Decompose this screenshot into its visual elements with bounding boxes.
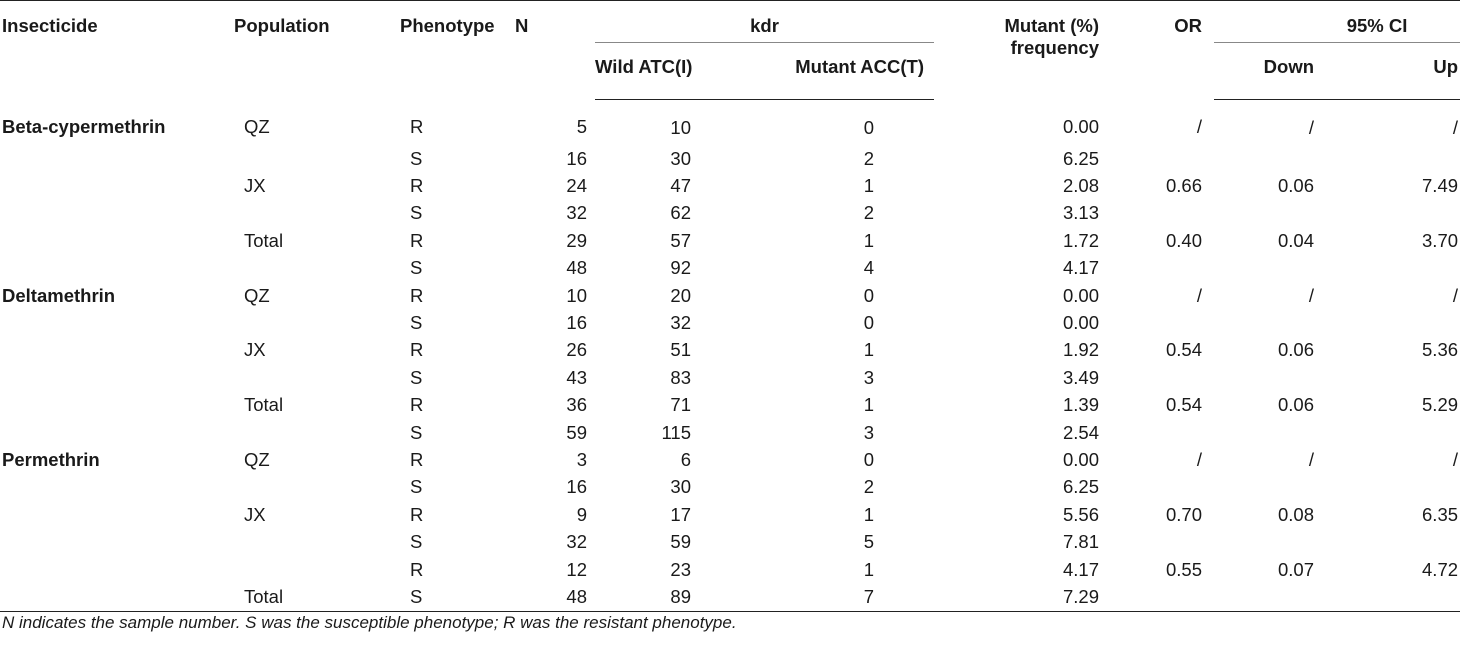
table-row bbox=[0, 556, 1460, 583]
cell-wild: 20 bbox=[670, 284, 691, 306]
cell-insecticide bbox=[0, 309, 232, 336]
cell-population: QZ bbox=[244, 116, 270, 138]
cell-or: 0.55 bbox=[1166, 558, 1203, 580]
cell-mutant: 2 bbox=[863, 476, 875, 498]
cell-ci-up: 3.70 bbox=[1422, 229, 1459, 251]
table-row bbox=[0, 337, 1460, 364]
table-row bbox=[0, 282, 1460, 309]
cell-ci-down bbox=[1214, 255, 1344, 282]
cell-insecticide: Deltamethrin bbox=[2, 284, 116, 306]
cell-ci-down: 0.07 bbox=[1278, 558, 1315, 580]
cell-phenotype: S bbox=[410, 476, 423, 498]
cell-ci-down bbox=[1214, 364, 1344, 391]
cell-population: QZ bbox=[244, 284, 270, 306]
cell-insecticide bbox=[0, 337, 232, 364]
table-row bbox=[0, 227, 1460, 254]
cell-wild: 115 bbox=[661, 421, 691, 443]
cell-insecticide bbox=[0, 172, 232, 199]
cell-population bbox=[232, 309, 398, 336]
cell-population: Total bbox=[244, 229, 284, 251]
cell-insecticide bbox=[0, 419, 232, 446]
cell-ci-up bbox=[1344, 145, 1460, 172]
cell-insecticide: Permethrin bbox=[2, 448, 100, 470]
cell-wild: 17 bbox=[670, 503, 691, 525]
cell-or bbox=[1107, 419, 1214, 446]
cell-mutant: 7 bbox=[759, 583, 934, 611]
cell-insecticide bbox=[0, 583, 232, 611]
cell-n: 32 bbox=[566, 202, 587, 224]
cell-mutant: 0 bbox=[863, 116, 875, 138]
cell-population: JX bbox=[244, 339, 266, 361]
table-row bbox=[0, 172, 1460, 199]
cell-ci-down: / bbox=[1308, 116, 1315, 138]
cell-population bbox=[232, 528, 398, 555]
cell-ci-up bbox=[1344, 200, 1460, 227]
header-mutant-frequency-line1: Mutant (%) bbox=[1004, 15, 1100, 36]
cell-wild: 32 bbox=[670, 312, 691, 334]
cell-or: 0.40 bbox=[1166, 229, 1203, 251]
cell-mutant: 4 bbox=[863, 257, 875, 279]
cell-or: / bbox=[1196, 284, 1203, 306]
cell-or bbox=[1107, 528, 1214, 555]
cell-mutant-frequency: 2.54 bbox=[1063, 421, 1100, 443]
table-row bbox=[0, 419, 1460, 446]
header-n: N bbox=[515, 1, 595, 100]
cell-phenotype: R bbox=[410, 394, 424, 416]
cell-phenotype: R bbox=[410, 284, 424, 306]
cell-ci-down: 0.06 bbox=[1278, 339, 1315, 361]
cell-or: 0.54 bbox=[1166, 394, 1203, 416]
cell-phenotype: S bbox=[398, 583, 515, 611]
table-row bbox=[0, 309, 1460, 336]
cell-ci-down: 0.04 bbox=[1278, 229, 1315, 251]
cell-or: / bbox=[1196, 448, 1203, 470]
cell-n: 12 bbox=[566, 558, 587, 580]
cell-ci-up bbox=[1344, 255, 1460, 282]
table-row bbox=[0, 100, 1460, 146]
cell-wild: 10 bbox=[670, 116, 691, 138]
cell-mutant-frequency: 7.29 bbox=[934, 583, 1107, 611]
cell-mutant-frequency: 2.08 bbox=[1063, 175, 1100, 197]
cell-ci-down bbox=[1214, 528, 1344, 555]
cell-wild: 59 bbox=[670, 531, 691, 553]
cell-mutant-frequency: 5.56 bbox=[1063, 503, 1100, 525]
cell-mutant-frequency: 3.13 bbox=[1063, 202, 1100, 224]
cell-wild: 83 bbox=[670, 366, 691, 388]
cell-wild: 71 bbox=[670, 394, 691, 416]
cell-wild: 30 bbox=[670, 476, 691, 498]
table-row bbox=[0, 145, 1460, 172]
cell-population: QZ bbox=[244, 448, 270, 470]
cell-mutant-frequency: 1.72 bbox=[1063, 229, 1100, 251]
cell-population: Total bbox=[232, 583, 398, 611]
cell-mutant-frequency: 6.25 bbox=[1063, 476, 1100, 498]
cell-mutant-frequency: 0.00 bbox=[1063, 312, 1100, 334]
cell-mutant: 5 bbox=[863, 531, 875, 553]
cell-mutant-frequency: 3.49 bbox=[1063, 366, 1100, 388]
cell-wild: 23 bbox=[670, 558, 691, 580]
cell-mutant: 1 bbox=[863, 394, 875, 416]
cell-insecticide bbox=[0, 200, 232, 227]
cell-wild: 6 bbox=[680, 448, 691, 470]
table-row bbox=[0, 200, 1460, 227]
cell-population bbox=[232, 474, 398, 501]
cell-n: 48 bbox=[566, 257, 587, 279]
cell-mutant: 3 bbox=[863, 366, 875, 388]
cell-wild: 57 bbox=[670, 229, 691, 251]
cell-or: 0.70 bbox=[1166, 503, 1203, 525]
table-row bbox=[0, 583, 1460, 611]
cell-phenotype: R bbox=[410, 116, 424, 138]
cell-n: 9 bbox=[576, 503, 587, 525]
cell-ci-up: 7.49 bbox=[1422, 175, 1459, 197]
header-population: Population bbox=[232, 1, 398, 100]
cell-ci-up: / bbox=[1452, 284, 1459, 306]
cell-ci-down bbox=[1214, 419, 1344, 446]
header-mutant: Mutant ACC(T) bbox=[759, 43, 934, 100]
header-insecticide: Insecticide bbox=[0, 1, 232, 100]
cell-ci-down: 0.08 bbox=[1278, 503, 1315, 525]
table-row bbox=[0, 474, 1460, 501]
cell-mutant-frequency: 0.00 bbox=[1063, 448, 1100, 470]
cell-ci-up: 5.36 bbox=[1422, 339, 1459, 361]
table-row bbox=[0, 255, 1460, 282]
cell-n: 59 bbox=[566, 421, 587, 443]
header-kdr bbox=[595, 1, 934, 43]
cell-insecticide bbox=[0, 145, 232, 172]
cell-ci-up bbox=[1344, 583, 1460, 611]
cell-ci-up bbox=[1344, 474, 1460, 501]
cell-mutant: 0 bbox=[863, 284, 875, 306]
cell-phenotype: R bbox=[410, 558, 424, 580]
header-mutant-frequency bbox=[934, 1, 1107, 100]
cell-or bbox=[1107, 309, 1214, 336]
cell-phenotype: R bbox=[410, 339, 424, 361]
header-ci bbox=[1214, 1, 1460, 43]
cell-phenotype: R bbox=[410, 229, 424, 251]
cell-n: 48 bbox=[515, 583, 595, 611]
cell-phenotype: S bbox=[410, 312, 423, 334]
cell-phenotype: S bbox=[410, 421, 423, 443]
cell-or bbox=[1107, 145, 1214, 172]
cell-n: 26 bbox=[566, 339, 587, 361]
cell-insecticide bbox=[0, 528, 232, 555]
cell-ci-down bbox=[1214, 200, 1344, 227]
cell-mutant-frequency: 6.25 bbox=[1063, 147, 1100, 169]
cell-mutant: 0 bbox=[863, 448, 875, 470]
header-phenotype: Phenotype bbox=[398, 1, 515, 100]
header-or: OR bbox=[1107, 1, 1214, 100]
cell-population: Total bbox=[244, 394, 284, 416]
cell-ci-up bbox=[1344, 528, 1460, 555]
cell-ci-down: 0.06 bbox=[1278, 175, 1315, 197]
cell-insecticide bbox=[0, 392, 232, 419]
table-row bbox=[0, 528, 1460, 555]
table-row bbox=[0, 446, 1460, 473]
cell-wild: 47 bbox=[670, 175, 691, 197]
cell-phenotype: S bbox=[410, 257, 423, 279]
cell-mutant-frequency: 4.17 bbox=[1063, 558, 1100, 580]
cell-or: 0.66 bbox=[1166, 175, 1203, 197]
header-ci-label: 95% CI bbox=[1346, 15, 1408, 36]
cell-mutant: 2 bbox=[863, 202, 875, 224]
table-row bbox=[0, 392, 1460, 419]
cell-mutant: 1 bbox=[863, 339, 875, 361]
cell-ci-down bbox=[1214, 309, 1344, 336]
cell-mutant: 2 bbox=[863, 147, 875, 169]
cell-or: 0.54 bbox=[1166, 339, 1203, 361]
cell-population bbox=[232, 145, 398, 172]
table-row bbox=[0, 364, 1460, 391]
cell-mutant: 3 bbox=[863, 421, 875, 443]
cell-n: 43 bbox=[566, 366, 587, 388]
cell-mutant: 1 bbox=[863, 175, 875, 197]
table-body bbox=[0, 100, 1460, 612]
header-kdr-label: kdr bbox=[750, 15, 779, 36]
cell-ci-down: / bbox=[1308, 284, 1315, 306]
cell-or bbox=[1107, 364, 1214, 391]
cell-mutant-frequency: 0.00 bbox=[1063, 284, 1100, 306]
cell-population: JX bbox=[244, 175, 266, 197]
cell-mutant: 1 bbox=[863, 503, 875, 525]
cell-population bbox=[232, 556, 398, 583]
cell-mutant: 0 bbox=[863, 312, 875, 334]
cell-phenotype: S bbox=[410, 202, 423, 224]
cell-n: 32 bbox=[566, 531, 587, 553]
cell-ci-down bbox=[1214, 583, 1344, 611]
table-footnote: N indicates the sample number. S was the susceptible phenotype; R was the resistant phenotype. bbox=[2, 613, 737, 632]
cell-ci-up bbox=[1344, 364, 1460, 391]
cell-ci-up: / bbox=[1452, 116, 1459, 138]
cell-ci-up: / bbox=[1452, 448, 1459, 470]
cell-n: 16 bbox=[566, 147, 587, 169]
cell-or bbox=[1107, 583, 1214, 611]
cell-ci-up: 6.35 bbox=[1422, 503, 1459, 525]
cell-ci-down: / bbox=[1308, 448, 1315, 470]
cell-n: 24 bbox=[566, 175, 587, 197]
cell-wild: 92 bbox=[670, 257, 691, 279]
cell-insecticide bbox=[0, 227, 232, 254]
cell-mutant-frequency: 1.92 bbox=[1063, 339, 1100, 361]
header-down: Down bbox=[1214, 43, 1344, 100]
header-wild: Wild ATC(I) bbox=[595, 43, 759, 100]
cell-population bbox=[232, 419, 398, 446]
cell-wild: 62 bbox=[670, 202, 691, 224]
cell-population bbox=[232, 200, 398, 227]
cell-n: 3 bbox=[576, 448, 587, 470]
cell-n: 16 bbox=[566, 312, 587, 334]
cell-population bbox=[232, 364, 398, 391]
cell-mutant: 1 bbox=[863, 229, 875, 251]
cell-or bbox=[1107, 474, 1214, 501]
cell-ci-down bbox=[1214, 474, 1344, 501]
cell-n: 29 bbox=[566, 229, 587, 251]
cell-or bbox=[1107, 255, 1214, 282]
cell-mutant-frequency: 7.81 bbox=[1063, 531, 1100, 553]
cell-n: 36 bbox=[566, 394, 587, 416]
cell-ci-down: 0.06 bbox=[1278, 394, 1315, 416]
cell-phenotype: R bbox=[410, 503, 424, 525]
cell-insecticide bbox=[0, 474, 232, 501]
cell-or bbox=[1107, 200, 1214, 227]
cell-phenotype: S bbox=[410, 366, 423, 388]
cell-n: 10 bbox=[566, 284, 587, 306]
cell-insecticide bbox=[0, 556, 232, 583]
cell-mutant-frequency: 0.00 bbox=[1063, 116, 1100, 138]
cell-phenotype: S bbox=[410, 531, 423, 553]
cell-phenotype: S bbox=[410, 147, 423, 169]
cell-phenotype: R bbox=[410, 448, 424, 470]
cell-population bbox=[232, 255, 398, 282]
cell-insecticide: Beta-cypermethrin bbox=[2, 116, 166, 138]
cell-ci-up bbox=[1344, 309, 1460, 336]
cell-wild: 51 bbox=[670, 339, 691, 361]
cell-mutant: 1 bbox=[863, 558, 875, 580]
cell-insecticide bbox=[0, 501, 232, 528]
cell-ci-up: 5.29 bbox=[1422, 394, 1459, 416]
cell-n: 5 bbox=[576, 116, 587, 138]
header-mutant-frequency-line2: frequency bbox=[1010, 37, 1100, 58]
table-row bbox=[0, 501, 1460, 528]
cell-mutant-frequency: 4.17 bbox=[1063, 257, 1100, 279]
cell-population: JX bbox=[244, 503, 266, 525]
cell-ci-down bbox=[1214, 145, 1344, 172]
cell-insecticide bbox=[0, 364, 232, 391]
cell-or: / bbox=[1196, 116, 1203, 138]
cell-n: 16 bbox=[566, 476, 587, 498]
cell-phenotype: R bbox=[410, 175, 424, 197]
cell-ci-up: 4.72 bbox=[1422, 558, 1459, 580]
cell-ci-up bbox=[1344, 419, 1460, 446]
cell-wild: 30 bbox=[670, 147, 691, 169]
cell-insecticide bbox=[0, 255, 232, 282]
header-up: Up bbox=[1344, 43, 1460, 100]
cell-mutant-frequency: 1.39 bbox=[1063, 394, 1100, 416]
cell-wild: 89 bbox=[595, 583, 759, 611]
